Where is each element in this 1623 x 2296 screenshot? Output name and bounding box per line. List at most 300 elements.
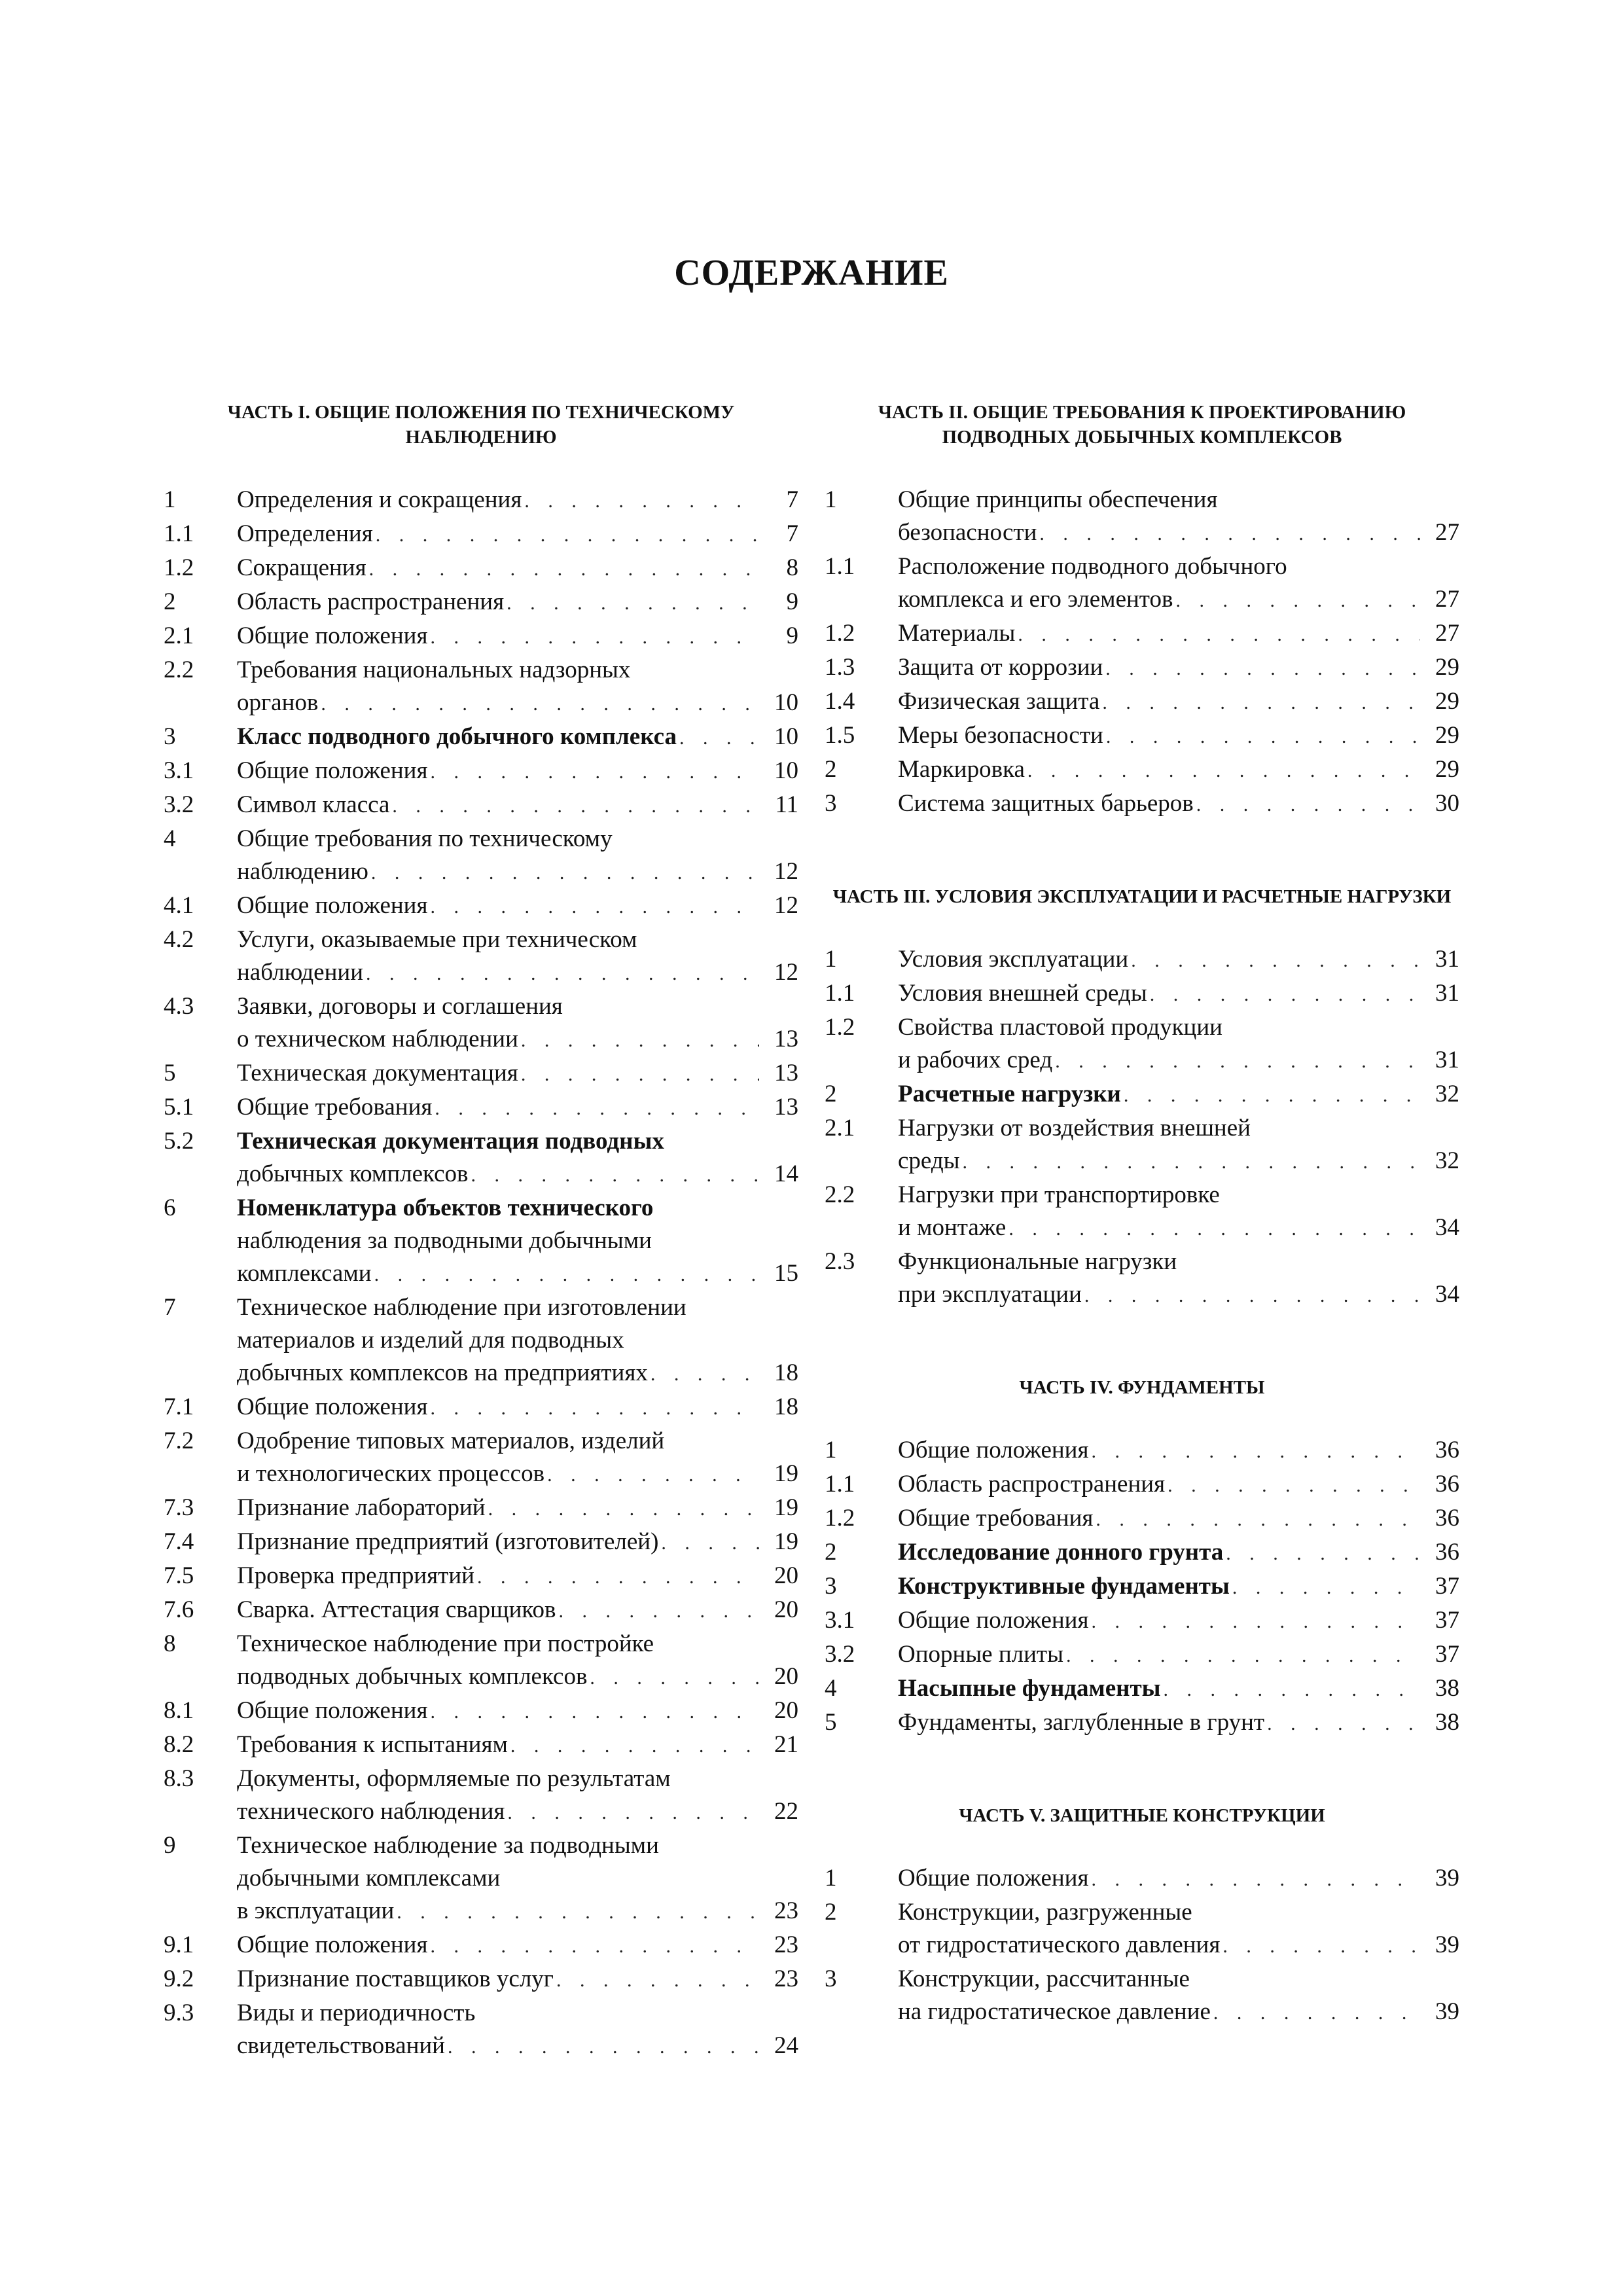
toc-entry[interactable] (164, 889, 798, 924)
entry-number: 3 (164, 723, 176, 750)
entry-number: 7 (164, 1294, 176, 1321)
page-number: 38 (1435, 1675, 1459, 1702)
page-number: 10 (774, 689, 798, 716)
page-number: 9 (786, 622, 798, 649)
entry-title: Нагрузки при транспортировке (898, 1181, 1220, 1208)
entry-number: 3.2 (825, 1641, 855, 1668)
toc-entry[interactable] (825, 943, 1459, 977)
dot-leader (1124, 1079, 1420, 1112)
page-number: 13 (774, 1026, 798, 1052)
toc-entry[interactable] (164, 1526, 798, 1560)
toc-entry[interactable] (164, 1391, 798, 1425)
toc-entry[interactable] (825, 1179, 1459, 1246)
entry-title: Общие положения (237, 757, 428, 784)
entry-number: 1 (825, 1437, 837, 1463)
toc-entry[interactable] (825, 484, 1459, 550)
toc-entry[interactable] (825, 1011, 1459, 1078)
entry-title: Общие требования по техническому (237, 825, 613, 852)
entry-title: о техническом наблюдении (237, 1026, 518, 1052)
page-number: 23 (774, 1931, 798, 1958)
entry-title: и рабочих сред (898, 1047, 1053, 1073)
entry-title: при эксплуатации (898, 1281, 1082, 1308)
toc-entry[interactable] (164, 924, 798, 990)
toc-entry[interactable] (164, 990, 798, 1057)
page-number: 39 (1435, 1998, 1459, 2025)
dot-leader (430, 1392, 759, 1425)
entry-number: 3.1 (825, 1607, 855, 1634)
dot-leader (547, 1459, 759, 1492)
dot-leader (1008, 1213, 1420, 1246)
entry-number: 2 (825, 1081, 837, 1107)
entry-title: комплексами (237, 1260, 372, 1287)
entry-title: Общие положения (898, 1607, 1089, 1634)
dot-leader (521, 1024, 759, 1057)
page-number: 13 (774, 1094, 798, 1121)
entry-title: свидетельствований (237, 2032, 445, 2059)
entry-title: Конструкции, разгруженные (898, 1899, 1192, 1926)
entry-number: 3 (825, 1965, 837, 1992)
dot-leader (1091, 1435, 1420, 1468)
entry-number: 1 (825, 946, 837, 973)
page-number: 37 (1435, 1607, 1459, 1634)
entry-number: 1.2 (825, 1505, 855, 1532)
entry-number: 2 (164, 588, 176, 615)
toc-entry[interactable] (825, 1434, 1459, 1468)
page-title: СОДЕРЖАНИЕ (674, 253, 949, 293)
dot-leader (1226, 1537, 1420, 1570)
entry-title: в эксплуатации (237, 1897, 395, 1924)
dot-leader (1222, 1930, 1420, 1963)
page-number: 20 (774, 1596, 798, 1623)
entry-title: добычных комплексов на предприятиях (237, 1359, 648, 1386)
dot-leader (507, 1797, 759, 1829)
page-number: 12 (774, 959, 798, 986)
entry-number: 4.2 (164, 926, 194, 953)
toc-entry[interactable] (825, 1672, 1459, 1706)
toc-entry[interactable] (164, 789, 798, 823)
entry-title: Техническое наблюдение при изготовлении (237, 1294, 687, 1321)
entry-number: 2.1 (825, 1115, 855, 1141)
entry-number: 7.1 (164, 1393, 194, 1420)
entry-title: наблюдении (237, 959, 364, 986)
entry-number: 1.1 (164, 520, 194, 547)
dot-leader (430, 891, 759, 924)
toc-entry[interactable] (164, 654, 798, 721)
dot-leader (430, 1930, 759, 1963)
toc-entry[interactable] (825, 1468, 1459, 1502)
dot-leader (1232, 1571, 1420, 1604)
dot-leader (366, 958, 759, 990)
toc-entry[interactable] (825, 550, 1459, 617)
dot-leader (1039, 518, 1420, 550)
entry-title: Область распространения (237, 588, 505, 615)
entry-number: 1.1 (825, 553, 855, 580)
page-number: 8 (786, 554, 798, 581)
toc-entry[interactable] (164, 1729, 798, 1763)
entry-number: 3 (825, 790, 837, 817)
entry-number: 9.1 (164, 1931, 194, 1958)
entry-number: 4 (164, 825, 176, 852)
page-number: 31 (1435, 1047, 1459, 1073)
page-number: 11 (775, 791, 798, 818)
entry-title: Нагрузки от воздействия внешней (898, 1115, 1251, 1141)
entry-title: Фундаменты, заглубленные в грунт (898, 1709, 1265, 1736)
page-number: 23 (774, 1897, 798, 1924)
dot-leader (1096, 1503, 1420, 1536)
page-number: 19 (774, 1528, 798, 1555)
dot-leader (1105, 653, 1420, 685)
page-number: 36 (1435, 1437, 1459, 1463)
dot-leader (477, 1561, 759, 1594)
page-number: 10 (774, 757, 798, 784)
entry-number: 2.2 (825, 1181, 855, 1208)
entry-number: 9 (164, 1832, 176, 1859)
page-number: 36 (1435, 1471, 1459, 1498)
page-number: 22 (774, 1798, 798, 1825)
toc-entry[interactable] (164, 518, 798, 552)
entry-title: от гидростатического давления (898, 1931, 1221, 1958)
entry-title: Проверка предприятий (237, 1562, 474, 1589)
toc-entry[interactable] (164, 552, 798, 586)
toc-entry[interactable] (825, 1638, 1459, 1672)
dot-leader (1106, 721, 1420, 753)
toc-column-right (825, 396, 1459, 2030)
dot-leader (321, 688, 759, 721)
page-number: 29 (1435, 688, 1459, 715)
entry-title: Заявки, договоры и соглашения (237, 993, 563, 1020)
toc-entry[interactable] (164, 1192, 798, 1291)
entry-number: 5 (825, 1709, 837, 1736)
dot-leader (371, 857, 759, 889)
dot-leader (1131, 944, 1420, 977)
entry-title: Система защитных барьеров (898, 790, 1194, 817)
entry-number: 2.2 (164, 656, 194, 683)
dot-leader (651, 1358, 759, 1391)
page-number: 37 (1435, 1641, 1459, 1668)
entry-title: Символ класса (237, 791, 390, 818)
dot-leader (430, 621, 759, 654)
dot-leader (397, 1896, 759, 1929)
toc-entry[interactable] (164, 1091, 798, 1125)
part-heading: ЧАСТЬ I. ОБЩИЕ ПОЛОЖЕНИЯ ПО ТЕХНИЧЕСКОМУ НАБЛЮДЕНИЮ (227, 402, 735, 448)
dot-leader (392, 790, 759, 823)
entry-title: Насыпные фундаменты (898, 1675, 1161, 1702)
entry-number: 2 (825, 1539, 837, 1566)
entry-number: 8.3 (164, 1765, 194, 1792)
entry-number: 3.1 (164, 757, 194, 784)
entry-title: Общие положения (237, 1697, 428, 1724)
entry-number: 5 (164, 1060, 176, 1086)
dot-leader (559, 1595, 759, 1628)
dot-leader (1091, 1863, 1420, 1896)
toc-entry[interactable] (164, 1594, 798, 1628)
toc-entry[interactable] (825, 1536, 1459, 1570)
entry-title: Общие положения (237, 1393, 428, 1420)
entry-title: наблюдения за подводными добычными (237, 1227, 652, 1254)
dot-leader (1027, 755, 1420, 787)
entry-title: добычными комплексами (237, 1865, 501, 1892)
entry-title: Маркировка (898, 756, 1025, 783)
page-number: 20 (774, 1663, 798, 1690)
entry-number: 1.4 (825, 688, 855, 715)
entry-number: 7.3 (164, 1494, 194, 1521)
entry-number: 1 (825, 1865, 837, 1892)
entry-title: Техническое наблюдение при постройке (237, 1630, 654, 1657)
page-number: 32 (1435, 1081, 1459, 1107)
dot-leader (430, 756, 759, 789)
toc-entry[interactable] (825, 1078, 1459, 1112)
entry-title: Материалы (898, 620, 1016, 647)
entry-number: 7.4 (164, 1528, 194, 1555)
entry-number: 7.2 (164, 1427, 194, 1454)
page-number: 29 (1435, 756, 1459, 783)
entry-title: Одобрение типовых материалов, изделий (237, 1427, 665, 1454)
entry-title: Определения и сокращения (237, 486, 522, 513)
toc-entry[interactable] (825, 1570, 1459, 1604)
dot-leader (507, 587, 759, 620)
toc-entry[interactable] (164, 1763, 798, 1829)
entry-number: 7.5 (164, 1562, 194, 1589)
entry-title: материалов и изделий для подводных (237, 1327, 624, 1354)
toc-entry[interactable] (164, 620, 798, 654)
toc-entry[interactable] (825, 651, 1459, 685)
page-number: 7 (786, 520, 798, 547)
part-heading: ЧАСТЬ III. УСЛОВИЯ ЭКСПЛУАТАЦИИ И РАСЧЕТНЫЕ НАГРУЗКИ (832, 886, 1452, 907)
entry-number: 9.2 (164, 1965, 194, 1992)
toc-entry[interactable] (825, 1604, 1459, 1638)
page-number: 10 (774, 723, 798, 750)
entry-number: 2 (825, 756, 837, 783)
toc-entry[interactable] (164, 1628, 798, 1695)
entry-title: Услуги, оказываемые при техническом (237, 926, 637, 953)
toc-entry[interactable] (164, 1963, 798, 1997)
dot-leader (471, 1159, 759, 1192)
entry-number: 8 (164, 1630, 176, 1657)
page-number: 14 (774, 1160, 798, 1187)
entry-number: 4.3 (164, 993, 194, 1020)
page-number: 31 (1435, 946, 1459, 973)
toc-entry[interactable] (164, 1829, 798, 1929)
entry-number: 5.1 (164, 1094, 194, 1121)
entry-title: Условия внешней среды (898, 980, 1147, 1007)
entry-number: 4 (825, 1675, 837, 1702)
entry-title: Общие положения (237, 622, 428, 649)
entry-title: добычных комплексов (237, 1160, 469, 1187)
dot-leader (374, 1259, 759, 1291)
entry-title: Признание лабораторий (237, 1494, 486, 1521)
entry-title: Свойства пластовой продукции (898, 1014, 1222, 1041)
entry-title: Требования к испытаниям (237, 1731, 508, 1758)
toc-entry[interactable] (164, 1997, 798, 2064)
entry-title: Опорные плиты (898, 1641, 1063, 1668)
page-number: 29 (1435, 722, 1459, 749)
dot-leader (369, 553, 759, 586)
entry-number: 8.2 (164, 1731, 194, 1758)
toc-entry[interactable] (825, 787, 1459, 821)
page-number: 27 (1435, 519, 1459, 546)
toc-entry[interactable] (825, 1963, 1459, 2030)
entry-title: Общие положения (898, 1437, 1089, 1463)
toc-entry[interactable] (164, 1560, 798, 1594)
entry-title: Класс подводного добычного комплекса (237, 723, 677, 750)
entry-title: подводных добычных комплексов (237, 1663, 588, 1690)
page-number: 27 (1435, 620, 1459, 647)
page-number: 13 (774, 1060, 798, 1086)
dot-leader (963, 1146, 1420, 1179)
entry-number: 1.1 (825, 1471, 855, 1498)
toc-entry[interactable] (164, 484, 798, 518)
dot-leader (524, 485, 759, 518)
toc-entry[interactable] (825, 1246, 1459, 1312)
entry-title: на гидростатическое давление (898, 1998, 1211, 2025)
entry-title: Техническая документация (237, 1060, 518, 1086)
page-number: 19 (774, 1460, 798, 1487)
entry-title: Условия эксплуатации (898, 946, 1129, 973)
entry-title: Техническая документация подводных (237, 1128, 664, 1155)
dot-leader (1018, 619, 1420, 651)
entry-title: Требования национальных надзорных (237, 656, 631, 683)
toc-entry[interactable] (164, 1425, 798, 1492)
dot-leader (435, 1092, 759, 1125)
entry-title: Общие положения (898, 1865, 1089, 1892)
entry-title: Сварка. Аттестация сварщиков (237, 1596, 556, 1623)
page-number: 20 (774, 1562, 798, 1589)
toc-entry[interactable] (825, 1706, 1459, 1740)
dot-leader (1168, 1469, 1420, 1502)
entry-title: Признание предприятий (изготовителей) (237, 1528, 659, 1555)
dot-leader (448, 2031, 759, 2064)
entry-title: Меры безопасности (898, 722, 1103, 749)
page-number: 31 (1435, 980, 1459, 1007)
entry-number: 1.1 (825, 980, 855, 1007)
entry-title: органов (237, 689, 319, 716)
toc-entry[interactable] (825, 617, 1459, 651)
page-number: 36 (1435, 1539, 1459, 1566)
entry-title: Виды и периодичность (237, 2000, 476, 2026)
toc-entry[interactable] (825, 977, 1459, 1011)
toc-entry[interactable] (164, 1125, 798, 1192)
entry-title: Конструкции, рассчитанные (898, 1965, 1190, 1992)
dot-leader (1175, 584, 1420, 617)
page-number: 12 (774, 892, 798, 919)
entry-title: Общие принципы обеспечения (898, 486, 1218, 513)
dot-leader (1066, 1640, 1420, 1672)
toc-entry[interactable] (164, 586, 798, 620)
dot-leader (488, 1493, 759, 1526)
entry-number: 8.1 (164, 1697, 194, 1724)
toc-entry[interactable] (164, 755, 798, 789)
page-number: 34 (1435, 1214, 1459, 1241)
dot-leader (376, 519, 759, 552)
entry-title: среды (898, 1147, 960, 1174)
entry-number: 1.2 (164, 554, 194, 581)
entry-title: Признание поставщиков услуг (237, 1965, 554, 1992)
dot-leader (1102, 687, 1420, 719)
entry-title: Расположение подводного добычного (898, 553, 1287, 580)
entry-number: 2 (825, 1899, 837, 1926)
entry-number: 1.5 (825, 722, 855, 749)
page-number: 39 (1435, 1931, 1459, 1958)
toc-entry[interactable] (164, 1492, 798, 1526)
page-number: 39 (1435, 1865, 1459, 1892)
entry-title: и монтаже (898, 1214, 1007, 1241)
page-number: 29 (1435, 654, 1459, 681)
dot-leader (1150, 978, 1420, 1011)
entry-number: 1 (825, 486, 837, 513)
entry-number: 1.2 (825, 1014, 855, 1041)
page-number: 37 (1435, 1573, 1459, 1600)
page-number: 24 (774, 2032, 798, 2059)
entry-title: Физическая защита (898, 688, 1100, 715)
toc-column-left (164, 396, 798, 2064)
entry-number: 1.3 (825, 654, 855, 681)
page-number: 7 (786, 486, 798, 513)
entry-title: Общие требования (237, 1094, 433, 1121)
part-heading: ЧАСТЬ V. ЗАЩИТНЫЕ КОНСТРУКЦИИ (959, 1805, 1325, 1826)
entry-title: Общие требования (898, 1505, 1094, 1532)
entry-title: Исследование донного грунта (898, 1539, 1224, 1566)
toc-entry[interactable] (164, 1695, 798, 1729)
page-number: 18 (774, 1359, 798, 1386)
toc-entry[interactable] (164, 1057, 798, 1091)
toc-entry[interactable] (825, 719, 1459, 753)
page-number: 15 (774, 1260, 798, 1287)
dot-leader (1164, 1674, 1420, 1706)
toc-entry[interactable] (825, 1862, 1459, 1896)
dot-leader (521, 1058, 759, 1091)
page-number: 30 (1435, 790, 1459, 817)
entry-title: Конструктивные фундаменты (898, 1573, 1230, 1600)
entry-number: 6 (164, 1194, 176, 1221)
toc-entry[interactable] (825, 1502, 1459, 1536)
entry-number: 7.6 (164, 1596, 194, 1623)
toc-entry[interactable] (164, 823, 798, 889)
page-number: 21 (774, 1731, 798, 1758)
dot-leader (430, 1696, 759, 1729)
entry-title: безопасности (898, 519, 1037, 546)
dot-leader (661, 1527, 759, 1560)
entry-title: Функциональные нагрузки (898, 1248, 1177, 1275)
dot-leader (1084, 1280, 1420, 1312)
dot-leader (1196, 789, 1420, 821)
entry-number: 2.3 (825, 1248, 855, 1275)
page-number: 27 (1435, 586, 1459, 613)
page-number: 32 (1435, 1147, 1459, 1174)
toc-entry[interactable] (825, 1112, 1459, 1179)
entry-title: Общие положения (237, 892, 428, 919)
toc-entry[interactable] (164, 1929, 798, 1963)
page-number: 23 (774, 1965, 798, 1992)
dot-leader (1213, 1997, 1420, 2030)
page-number: 38 (1435, 1709, 1459, 1736)
entry-number: 2.1 (164, 622, 194, 649)
part-heading: ЧАСТЬ II. ОБЩИЕ ТРЕБОВАНИЯ К ПРОЕКТИРОВАНИЮ ПОДВОДНЫХ ДОБЫЧНЫХ КОМПЛЕКСОВ (878, 402, 1406, 448)
toc-entry[interactable] (825, 753, 1459, 787)
entry-number: 1.2 (825, 620, 855, 647)
entry-number: 1 (164, 486, 176, 513)
page-number: 36 (1435, 1505, 1459, 1532)
toc-entry[interactable] (825, 1896, 1459, 1963)
entry-title: Документы, оформляемые по результатам (237, 1765, 671, 1792)
toc-entry[interactable] (164, 1291, 798, 1391)
page-number: 9 (786, 588, 798, 615)
toc-entry[interactable] (164, 721, 798, 755)
toc-entry[interactable] (825, 685, 1459, 719)
part-heading: ЧАСТЬ IV. ФУНДАМЕНТЫ (1019, 1377, 1265, 1398)
entry-title: Расчетные нагрузки (898, 1081, 1121, 1107)
dot-leader (679, 722, 759, 755)
entry-number: 3 (825, 1573, 837, 1600)
